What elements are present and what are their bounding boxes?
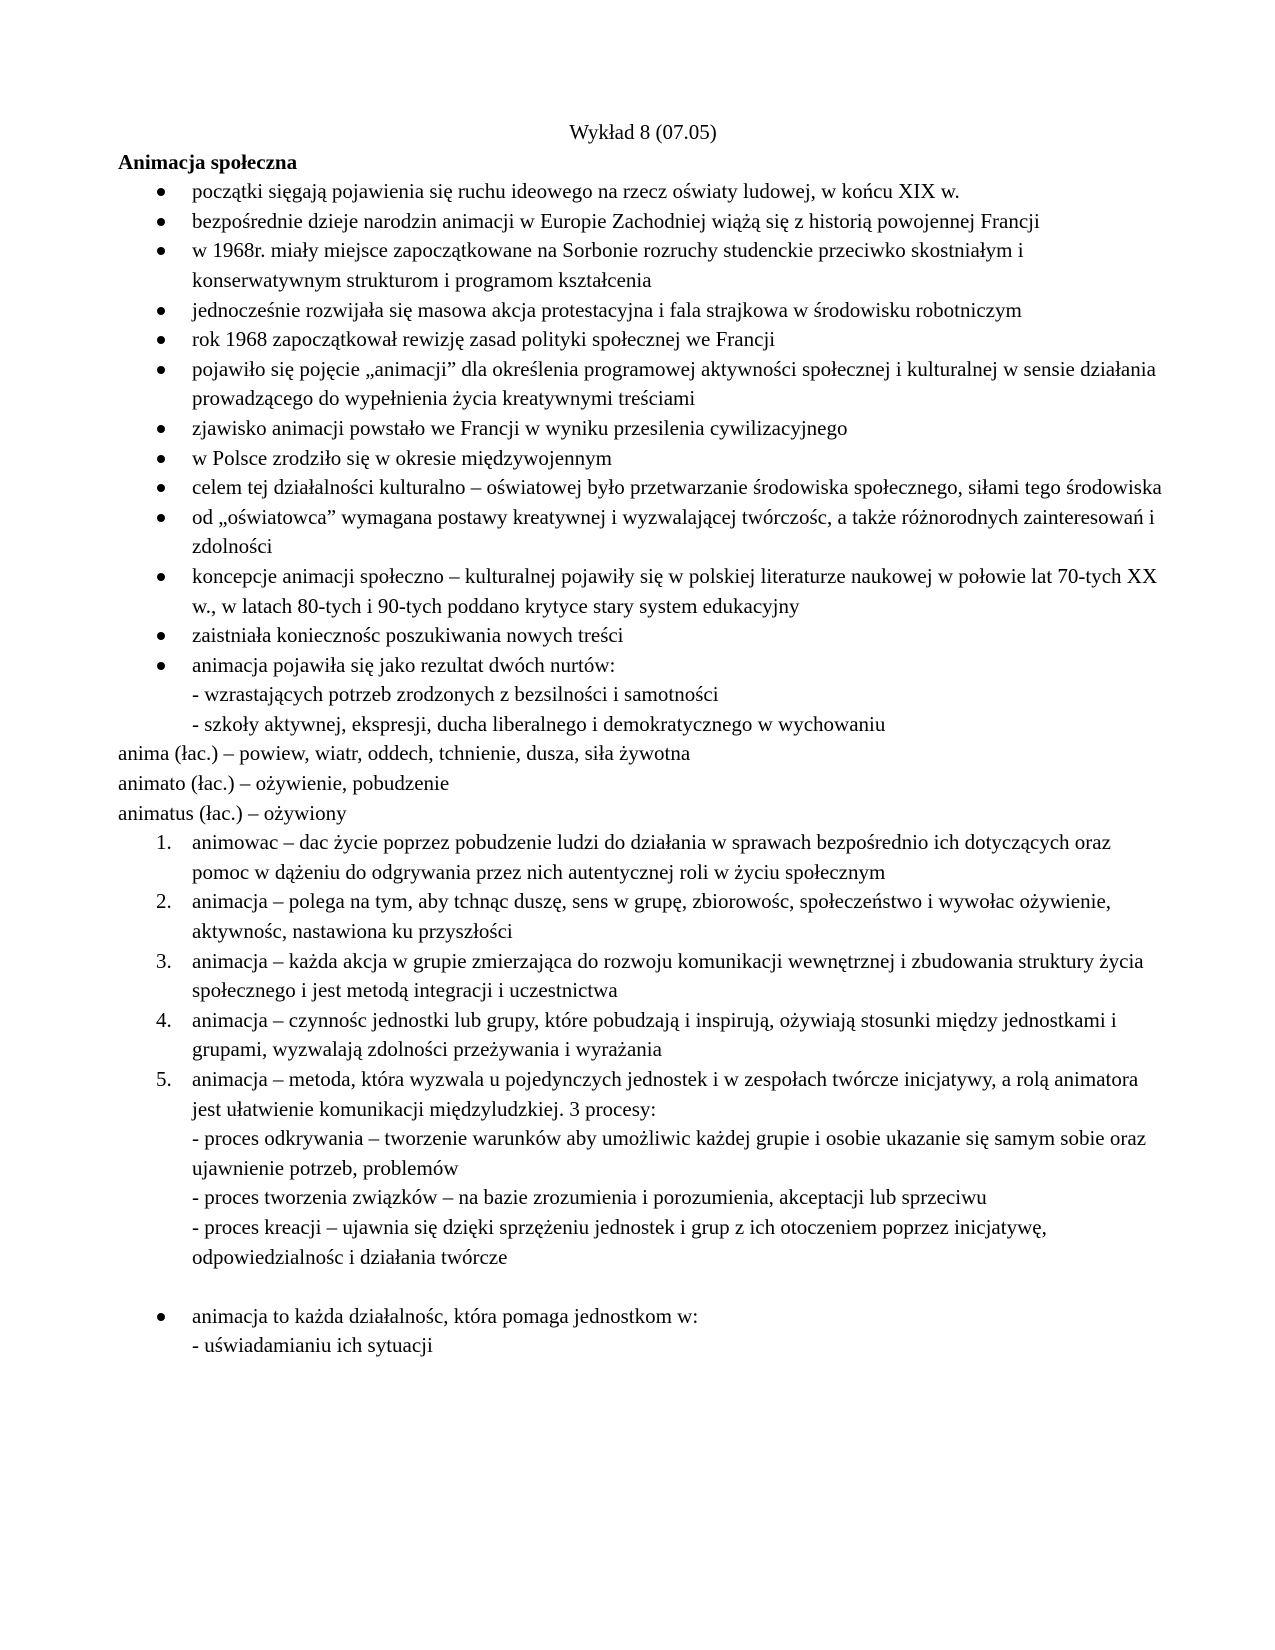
bullet-list-secondary — [118, 1302, 1168, 1361]
bullet-text: rok 1968 zapoczątkował rewizję zasad polityki społecznej we Francji — [192, 327, 776, 352]
sub-item: - szkoły aktywnej, ekspresji, ducha liberalnego i demokratycznego w wychowaniu — [192, 711, 886, 736]
blank-line — [118, 1272, 1168, 1302]
sub-item: - uświadamianiu ich sytuacji — [192, 1333, 433, 1358]
definition-line: anima (łac.) – powiew, wiatr, oddech, tchnienie, dusza, siła żywotna — [118, 741, 691, 766]
item-number: 1. — [156, 830, 172, 855]
bullet-item — [118, 325, 1168, 355]
bullet-list-main — [118, 177, 1168, 739]
item-number: 4. — [156, 1007, 172, 1032]
sub-item: - proces kreacji – ujawnia się dzięki sprzężeniu jednostek i grup z ich otoczeniem poprzez inicjatywę, odpowiedzialnośc i działania twórcze — [192, 1214, 1047, 1269]
numbered-text: animacja – metoda, która wyzwala u pojedynczych jednostek i w zespołach twórcze inicjatywy, a rolą animatora jest ułatwienie komunikacji międzyludzkiej. 3 procesy: — [192, 1067, 1139, 1121]
item-number: 2. — [156, 889, 172, 914]
bullet-text: w Polsce zrodziło się w okresie międzywojennym — [192, 445, 612, 470]
document-body — [118, 118, 1168, 1361]
sub-item: - wzrastających potrzeb zrodzonych z bezsilności i samotności — [192, 682, 719, 707]
bullet-text: początki sięgają pojawienia się ruchu ideowego na rzecz oświaty ludowej, w końcu XIX w. — [192, 179, 960, 204]
bullet-item — [118, 177, 1168, 207]
lecture-title: Wykład 8 (07.05) — [569, 120, 717, 144]
numbered-list — [118, 828, 1168, 1272]
numbered-item — [118, 1006, 1168, 1065]
definition-line: animato (łac.) – ożywienie, pobudzenie — [118, 771, 450, 796]
numbered-text: animowac – dac życie poprzez pobudzenie ludzi do działania w sprawach bezpośrednio ich dotyczących oraz pomoc w dążeniu do odgrywania przez nich autentycznej roli w życiu społecznym — [192, 830, 1111, 884]
bullet-text: koncepcje animacji społeczno – kulturalnej pojawiły się w polskiej literaturze naukowej w połowie lat 70-tych XX w., w latach 80-tych i 90-tych poddano krytyce stary system edukacyjny — [192, 563, 1158, 618]
numbered-item — [118, 947, 1168, 1006]
bullet-item — [118, 296, 1168, 326]
numbered-text: animacja – każda akcja w grupie zmierzająca do rozwoju komunikacji wewnętrznej i zbudowania struktury życia społecznego i jest metodą integracji i uczestnictwa — [192, 948, 1144, 1003]
bullet-item — [118, 503, 1168, 562]
bullet-text: od „oświatowca” wymagana postawy kreatywnej i wyzwalającej twórczośc, a także różnorodnych zainteresowań i zdolności — [192, 504, 1155, 559]
bullet-item — [118, 414, 1168, 444]
bullet-item — [118, 207, 1168, 237]
bullet-text: w 1968r. miały miejsce zapoczątkowane na Sorbonie rozruchy studenckie przeciwko skostniałym i konserwatywnym strukturom i programom kształcenia — [192, 238, 1024, 292]
bullet-text: zjawisko animacji powstało we Francji w wyniku przesilenia cywilizacyjnego — [192, 415, 848, 440]
item-number: 5. — [156, 1067, 172, 1091]
bullet-text: animacja pojawiła się jako rezultat dwóch nurtów: — [192, 652, 616, 677]
bullet-text: animacja to każda działalnośc, która pomaga jednostkom w: — [192, 1303, 699, 1328]
bullet-item — [118, 236, 1168, 295]
item-number: 3. — [156, 948, 172, 973]
definition-line: animatus (łac.) – ożywiony — [118, 800, 347, 825]
bullet-item — [118, 355, 1168, 414]
definition-list — [118, 739, 1168, 828]
bullet-item — [118, 473, 1168, 503]
numbered-item — [118, 828, 1168, 887]
bullet-item — [118, 562, 1168, 621]
sub-item: - proces odkrywania – tworzenie warunków aby umożliwic każdej grupie i osobie ukazanie się samym sobie oraz ujawnienie potrzeb, problemów — [192, 1126, 1147, 1180]
bullet-item — [118, 1302, 1168, 1361]
bullet-item — [118, 621, 1168, 651]
numbered-text: animacja – polega na tym, aby tchnąc duszę, sens w grupę, zbiorowośc, społeczeństwo i wywołac ożywienie, aktywnośc, nastawiona ku przyszłości — [192, 889, 1112, 944]
bullet-text: celem tej działalności kulturalno – oświatowej było przetwarzanie środowiska społecznego, siłami tego środowiska — [192, 475, 1162, 500]
numbered-item — [118, 887, 1168, 946]
bullet-text: jednocześnie rozwijała się masowa akcja protestacyjna i fala strajkowa w środowisku robotniczym — [192, 297, 1022, 322]
section-heading: Animacja społeczna — [118, 149, 298, 174]
sub-item: - proces tworzenia związków – na bazie zrozumienia i porozumienia, akceptacji lub sprzeciwu — [192, 1185, 987, 1210]
bullet-text: bezpośrednie dzieje narodzin animacji w Europie Zachodniej wiążą się z historią powojennej Francji — [192, 208, 1040, 233]
bullet-text: zaistniała koniecznośc poszukiwania nowych treści — [192, 623, 624, 648]
numbered-text: animacja – czynnośc jednostki lub grupy, które pobudzają i inspirują, ożywiają stosunki między jednostkami i grupami, wyzwalają zdolności przeżywania i wyrażania — [192, 1007, 1117, 1062]
numbered-item — [118, 1065, 1168, 1272]
bullet-text: pojawiło się pojęcie „animacji” dla określenia programowej aktywności społecznej i kulturalnej w sensie działania prowadzącego do wypełnienia życia kreatywnymi treściami — [192, 356, 1156, 411]
bullet-item — [118, 444, 1168, 474]
bullet-item — [118, 651, 1168, 740]
